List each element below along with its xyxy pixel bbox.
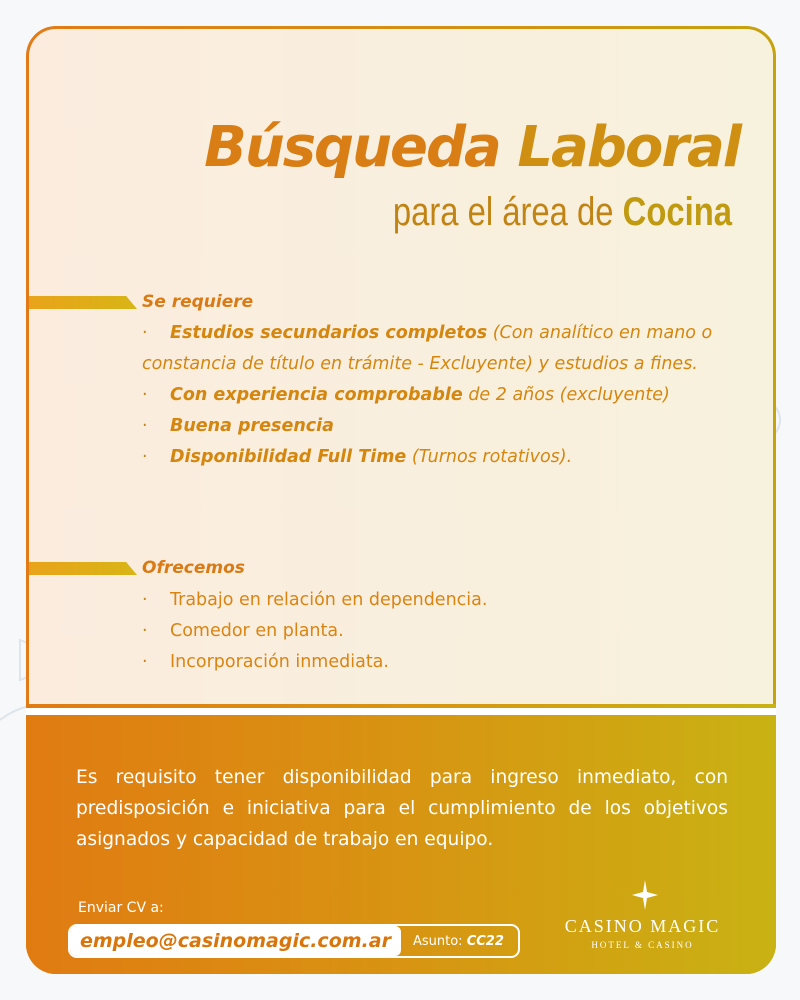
list-item: · Estudios secundarios completos (Con analítico en mano o constancia de título en trámite - Excluyente) y estudios a fines.: [142, 318, 732, 380]
email-link[interactable]: empleo@casinomagic.com.ar: [70, 926, 401, 956]
bullet: ·: [142, 385, 148, 405]
subject-code: CC22: [466, 933, 504, 949]
bullet: ·: [142, 652, 148, 672]
list-item: · Disponibilidad Full Time (Turnos rotativos).: [142, 442, 732, 473]
bullet: ·: [142, 447, 148, 467]
requirement-text: Es requisito tener disponibilidad para ingreso inmediato, con predisposición e iniciativa para el cumplimiento de los objetivos asignados y capacidad de trabajo en equipo.: [76, 767, 728, 850]
page-title: [60, 110, 740, 186]
subtitle-area: Cocina: [622, 190, 732, 234]
section-flag-offer: [29, 562, 137, 575]
title-word-2: Laboral: [517, 115, 740, 180]
section-flag-requirements: [29, 296, 137, 309]
list-item: · Incorporación inmediata.: [142, 647, 732, 678]
contact-pill: [68, 924, 520, 958]
casino-magic-logo: [560, 880, 725, 960]
bullet: ·: [142, 621, 148, 641]
subtitle-prefix: para el área de: [392, 190, 614, 234]
subject-label: Asunto: CC22: [412, 933, 504, 949]
requirements-heading: Se requiere: [142, 292, 254, 312]
offer-heading: Ofrecemos: [142, 558, 245, 578]
title-word-1: Búsqueda: [204, 115, 500, 180]
offer-list: [142, 585, 732, 678]
send-cv-label: Enviar CV a:: [78, 900, 164, 916]
logo-tagline: HOTEL & CASINO: [591, 940, 694, 950]
logo-name: CASINO MAGIC: [564, 916, 721, 936]
bullet: ·: [142, 590, 148, 610]
divider: [26, 708, 776, 715]
list-item: · Buena presencia: [142, 411, 732, 442]
list-item: · Comedor en planta.: [142, 616, 732, 647]
bullet: ·: [142, 416, 148, 436]
sparkle-star-icon: [632, 880, 658, 910]
requirements-list: [142, 318, 732, 473]
page-subtitle: [214, 188, 732, 236]
list-item: · Con experiencia comprobable de 2 años (excluyente): [142, 380, 732, 411]
bullet: ·: [142, 323, 148, 343]
list-item: · Trabajo en relación en dependencia.: [142, 585, 732, 616]
